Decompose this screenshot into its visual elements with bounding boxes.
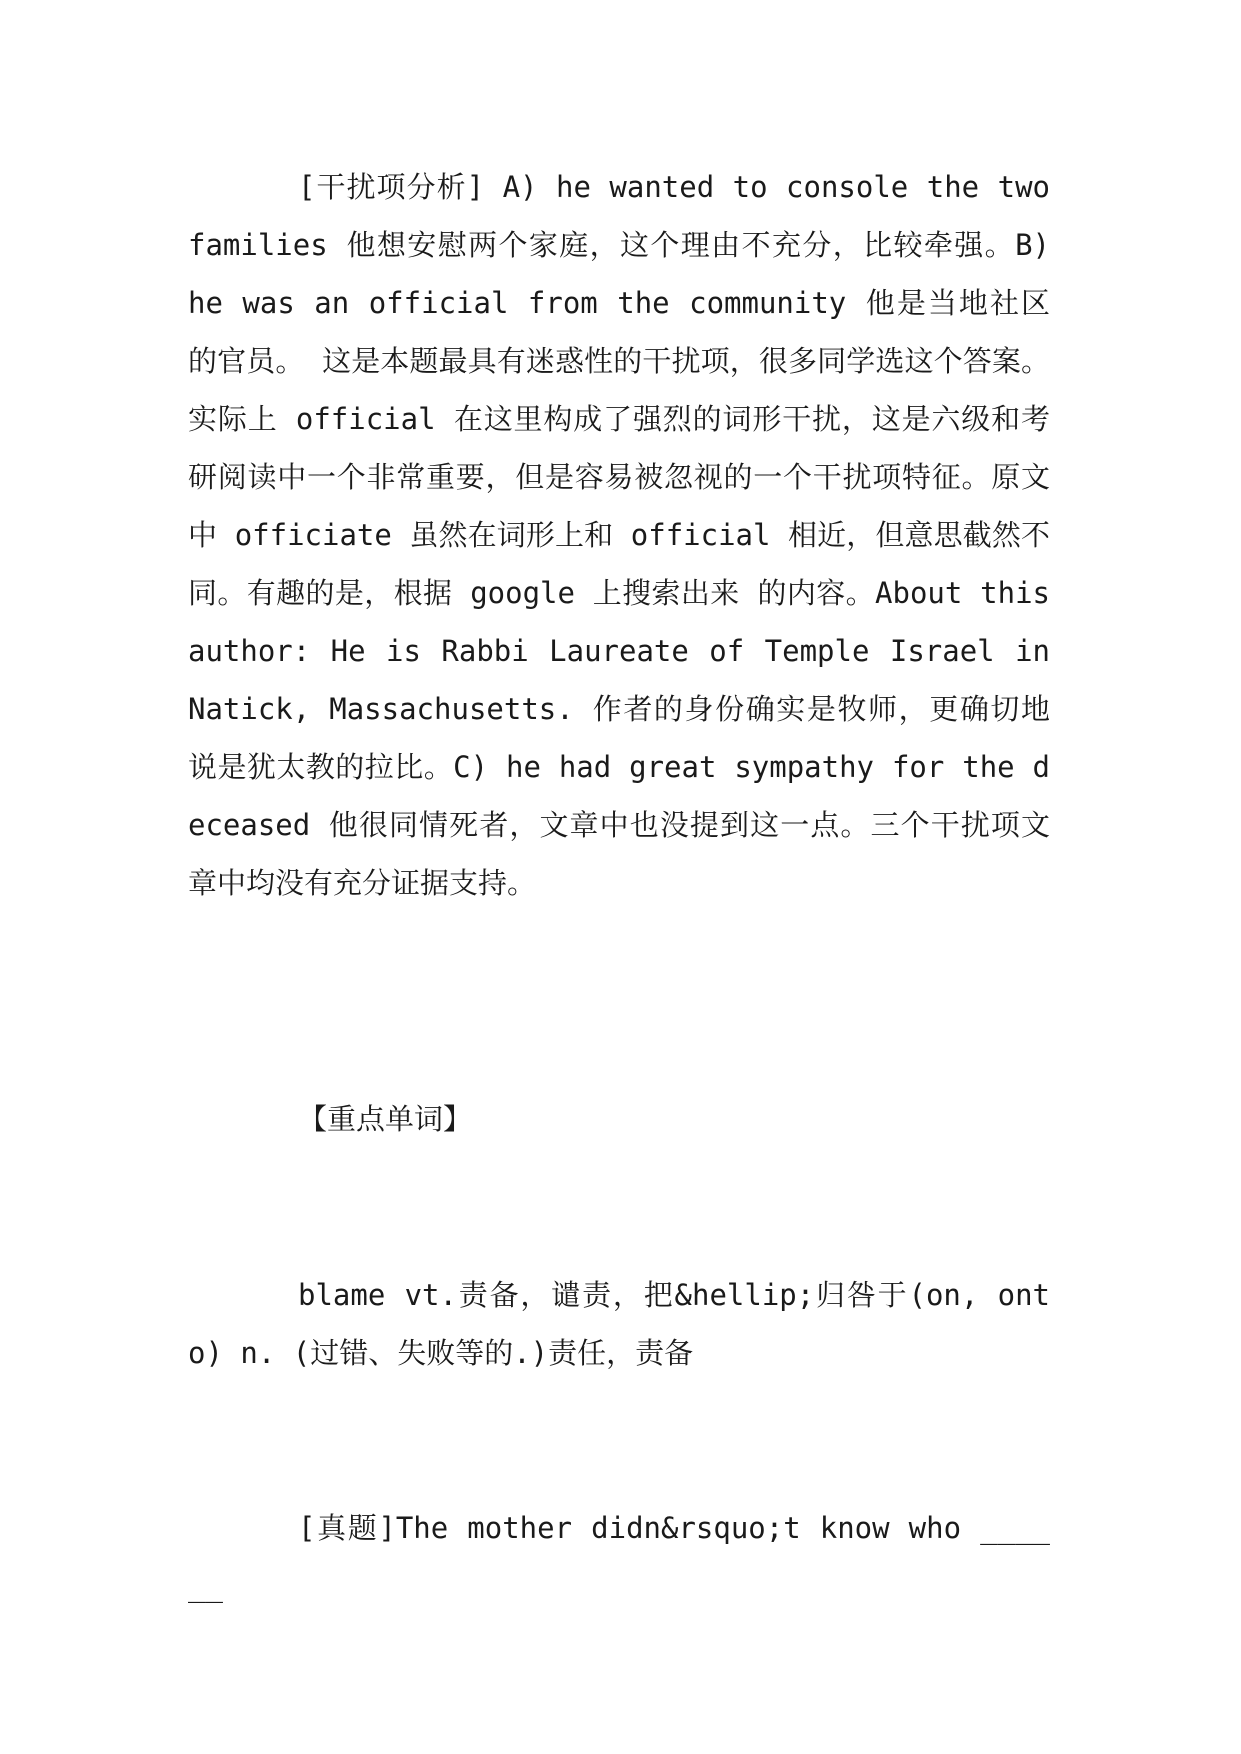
distractor-analysis-paragraph: [干扰项分析] A) he wanted to console the two families 他想安慰两个家庭，这个理由不充分，比较牵强。B) he was an official from the community 他是当地社区的官员。 这是本题最具有迷惑性的干扰项，很多同学选这个答案。实际上 official 在这里构成了强烈的词形干扰，这是六级和考研阅读中一个非常重要，但是容易被忽视的一个干扰项特征。原文中 officiate 虽然在词形上和 official 相近，但意思截然不同。有趣的是，根据 google 上搜索出来 的内容。About this author: He is Rabbi Laureate of Temple Israel in Natick, Massachusetts. 作者的身份确实是牧师，更确切地说是犹太教的拉比。C) he had great sympathy for the deceased 他很同情死者，文章中也没提到这一点。三个干扰项文章中均没有充分证据支持。 (188, 170, 1050, 900)
exam-question-paragraph: [真题]The mother didn&rsquo;t know who ______ (188, 1511, 1050, 1603)
key-words-heading: 【重点单词】 (298, 1102, 473, 1136)
vocabulary-entry-blame: blame vt.责备，谴责，把&hellip;归咎于(on, onto) n. (过错、失败等的.)责任，责备 (188, 1278, 1050, 1370)
